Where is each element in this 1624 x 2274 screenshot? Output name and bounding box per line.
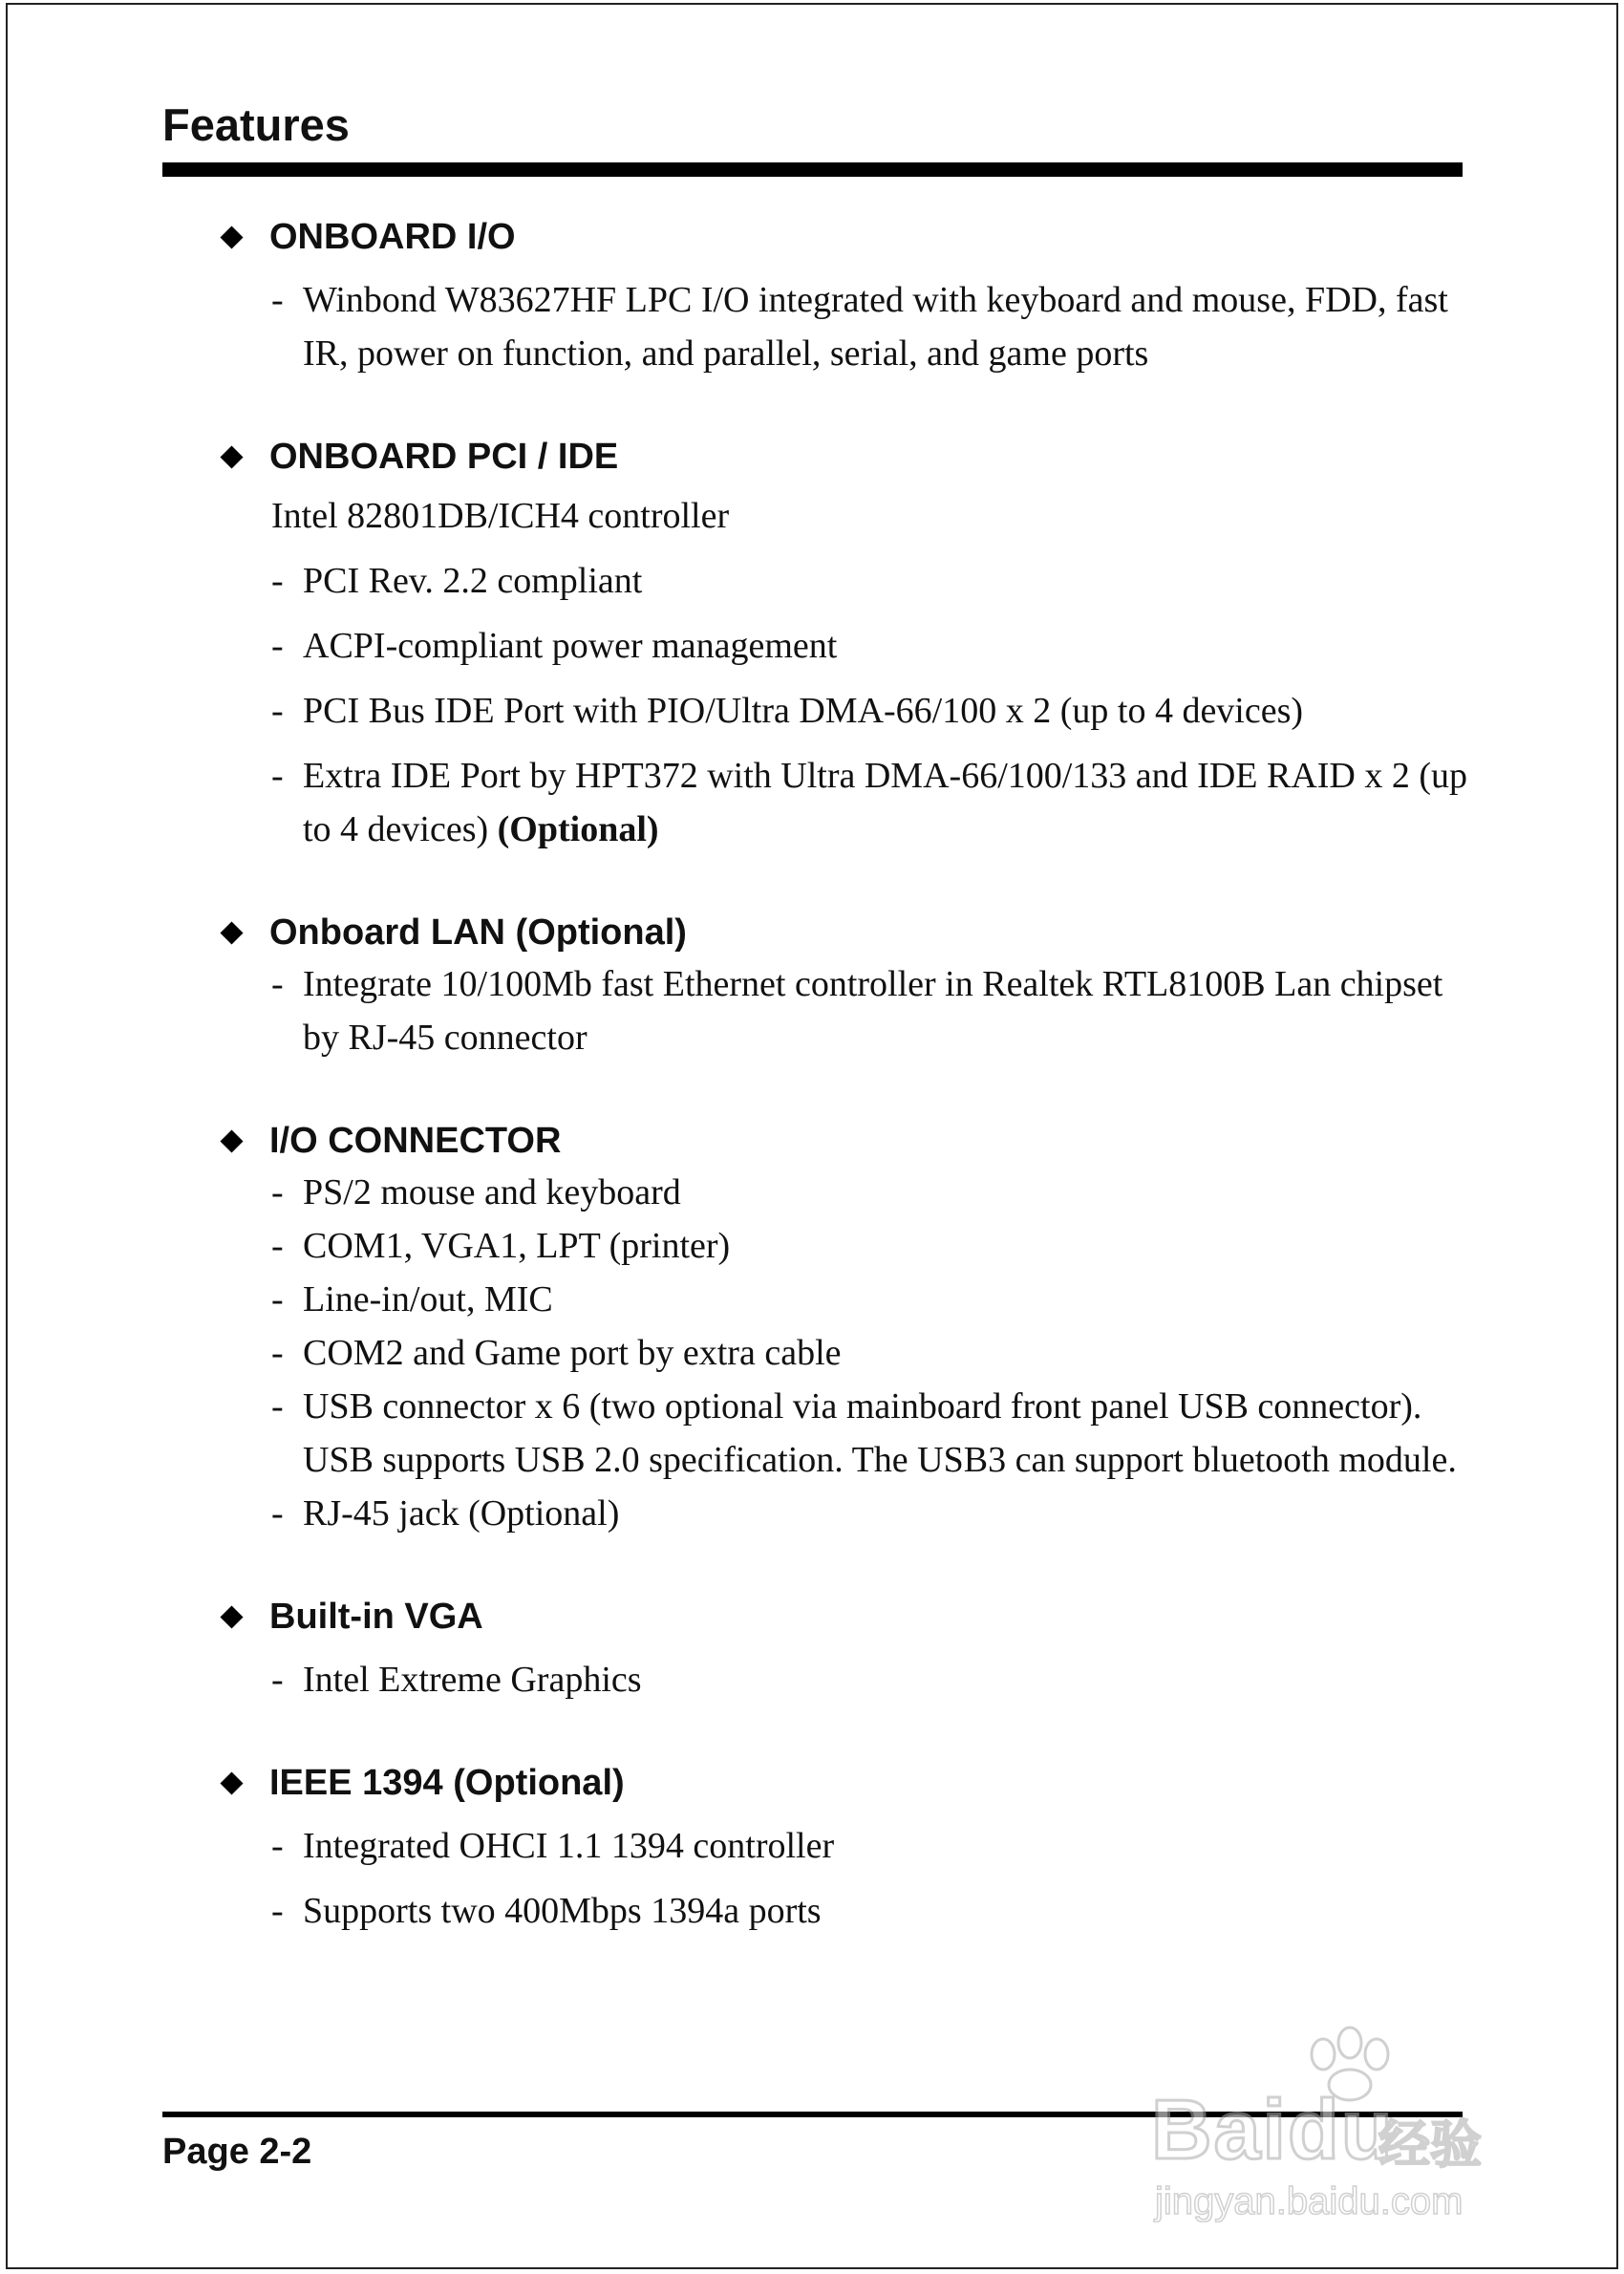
diamond-bullet-icon <box>220 1605 243 1628</box>
list-item <box>162 1166 1478 1219</box>
diamond-bullet-icon <box>220 225 243 248</box>
list-item <box>162 749 1478 856</box>
list-item <box>162 273 1478 380</box>
dash-marker: - <box>271 1660 284 1700</box>
list-item <box>162 1487 1478 1540</box>
list-item-text: Integrate 10/100Mb fast Ethernet controller in Realtek RTL8100B Lan chipset by RJ-45 connector <box>303 964 1443 1058</box>
list-item <box>162 1326 1478 1380</box>
list-item-text: COM2 and Game port by extra cable <box>303 1333 842 1373</box>
dash-marker: - <box>271 280 284 320</box>
features-content <box>162 212 1471 1989</box>
section-title: I/O CONNECTOR <box>269 1120 562 1161</box>
list-item-text: ACPI-compliant power management <box>303 626 838 666</box>
list-item-text: PCI Rev. 2.2 compliant <box>303 561 643 601</box>
dash-marker: - <box>271 561 284 601</box>
section-onboard-io <box>162 212 1471 380</box>
dash-marker: - <box>271 1891 284 1931</box>
dash-marker: - <box>271 1333 284 1373</box>
list-item <box>162 554 1478 608</box>
section-heading <box>162 908 1471 957</box>
dash-marker: - <box>271 1279 284 1319</box>
list-item <box>162 1819 1478 1873</box>
list-item-text: Supports two 400Mbps 1394a ports <box>303 1891 822 1931</box>
list-item-text: Integrated OHCI 1.1 1394 controller <box>303 1826 835 1866</box>
section-heading <box>162 1116 1471 1166</box>
list-item-text: RJ-45 jack (Optional) <box>303 1493 620 1534</box>
list-item <box>162 1219 1478 1273</box>
dash-marker: - <box>271 1386 284 1427</box>
list-item <box>162 684 1478 738</box>
watermark-url: jingyan.baidu.com <box>1155 2180 1464 2222</box>
diamond-bullet-icon <box>220 445 243 468</box>
dash-marker: - <box>271 964 284 1004</box>
dash-marker: - <box>271 756 284 796</box>
watermark-brand-cn: 经验 <box>1378 2114 1482 2175</box>
list-item <box>162 1653 1478 1706</box>
diamond-bullet-icon <box>220 921 243 944</box>
page-number: Page 2-2 <box>162 2132 312 2172</box>
list-item <box>162 1380 1478 1487</box>
section-title: Onboard LAN (Optional) <box>269 912 687 953</box>
section-title: ONBOARD PCI / IDE <box>269 436 619 477</box>
section-ieee-1394 <box>162 1758 1471 1938</box>
baidu-watermark <box>1151 2026 1533 2222</box>
section-onboard-lan <box>162 908 1471 1064</box>
list-item-text: COM1, VGA1, LPT (printer) <box>303 1226 731 1266</box>
section-title: ONBOARD I/O <box>269 216 516 257</box>
dash-marker: - <box>271 626 284 666</box>
section-title: IEEE 1394 (Optional) <box>269 1762 625 1803</box>
title-rule <box>162 162 1463 177</box>
dash-marker: - <box>271 1226 284 1266</box>
section-intro: Intel 82801DB/ICH4 controller <box>271 496 730 536</box>
list-item-text: PCI Bus IDE Port with PIO/Ultra DMA-66/100 x 2 (up to 4 devices) <box>303 691 1304 731</box>
list-item-text: USB connector x 6 (two optional via mainboard front panel USB connector). USB supports USB 2.0 specification. The USB3 can support bluetooth module. <box>303 1386 1457 1480</box>
section-heading <box>162 432 1471 482</box>
diamond-bullet-icon <box>220 1771 243 1794</box>
section-built-in-vga <box>162 1592 1471 1706</box>
dash-marker: - <box>271 1493 284 1534</box>
section-title: Built-in VGA <box>269 1596 483 1637</box>
list-item <box>162 1884 1478 1938</box>
section-heading <box>162 212 1471 262</box>
list-item-text: Line-in/out, MIC <box>303 1279 553 1319</box>
section-onboard-pci-ide <box>162 432 1471 856</box>
list-item-text: Extra IDE Port by HPT372 with Ultra DMA-66/100/133 and IDE RAID x 2 (up to 4 devices) <box>303 756 1468 849</box>
list-item <box>162 957 1478 1064</box>
optional-note: (Optional) <box>497 809 659 849</box>
section-io-connector <box>162 1116 1471 1540</box>
list-item-text: PS/2 mouse and keyboard <box>303 1172 681 1212</box>
list-item <box>162 619 1478 673</box>
diamond-bullet-icon <box>220 1129 243 1152</box>
page-title: Features <box>162 99 350 150</box>
dash-marker: - <box>271 691 284 731</box>
section-heading <box>162 1592 1471 1641</box>
dash-marker: - <box>271 1172 284 1212</box>
section-heading <box>162 1758 1471 1808</box>
list-item-text: Winbond W83627HF LPC I/O integrated with keyboard and mouse, FDD, fast IR, power on function, and parallel, serial, and game ports <box>303 280 1448 374</box>
dash-marker: - <box>271 1826 284 1866</box>
list-item <box>162 1273 1478 1326</box>
watermark-brand: Baidu <box>1151 2082 1395 2177</box>
list-item-text: Intel Extreme Graphics <box>303 1660 642 1700</box>
